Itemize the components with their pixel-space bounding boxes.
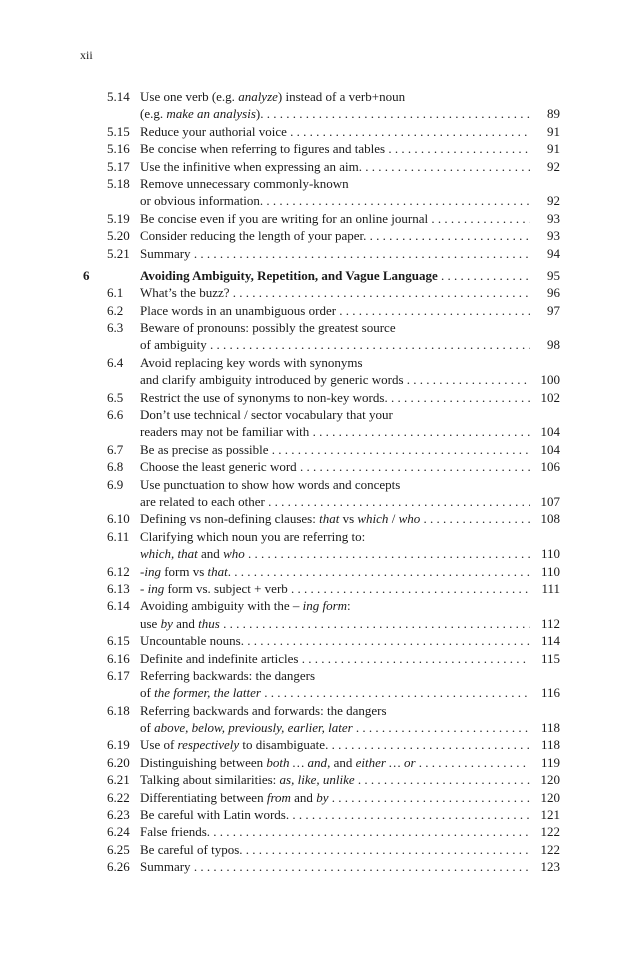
toc-section-entry: [0, 771, 638, 788]
page-number: 94: [547, 245, 560, 261]
toc-section-entry: [0, 458, 638, 475]
page-number: 92: [547, 193, 560, 209]
toc-line: [0, 684, 638, 701]
page-number: 96: [547, 285, 560, 301]
section-number: 6.9: [107, 476, 124, 492]
toc-section-entry: [0, 858, 638, 875]
toc-line: [0, 227, 638, 244]
toc-line: [0, 493, 638, 510]
toc-section-entry: [0, 319, 638, 354]
toc-section-entry: [0, 650, 638, 667]
toc-line: [0, 175, 638, 192]
section-title: or obvious information. . . .: [140, 192, 530, 209]
toc-line: [0, 192, 638, 209]
page-number: 115: [540, 650, 560, 666]
toc-section-entry: [0, 441, 638, 458]
toc-line: [0, 754, 638, 771]
chapter-title: Avoiding Ambiguity, Repetition, and Vague Language . . .: [140, 267, 530, 284]
section-title: -ing form vs that. . . .: [140, 563, 530, 580]
toc-line: [0, 88, 638, 105]
toc-section-entry: [0, 354, 638, 389]
section-number: 6.6: [107, 407, 124, 423]
section-title: Definite and indefinite articles . . .: [140, 650, 530, 667]
page-number: 112: [540, 615, 560, 631]
section-number: 5.15: [107, 123, 130, 139]
toc-line: [0, 336, 638, 353]
toc-line: [0, 210, 638, 227]
section-title: Place words in an unambiguous order . . .: [140, 302, 530, 319]
section-title: Use the infinitive when expressing an aim. . . .: [140, 158, 530, 175]
section-number: 6.4: [107, 354, 124, 370]
section-title: Be concise when referring to figures and tables . . .: [140, 140, 530, 157]
toc-line: [0, 719, 638, 736]
page-number: 107: [540, 493, 560, 509]
section-title: Differentiating between from and by . . .: [140, 789, 530, 806]
toc-section-entry: [0, 245, 638, 262]
section-number: 6.13: [107, 580, 130, 596]
section-title: Be careful with Latin words. . . .: [140, 806, 530, 823]
section-title: Be concise even if you are writing for an online journal . . .: [140, 210, 530, 227]
toc-line: [0, 371, 638, 388]
page-number: 92: [547, 158, 560, 174]
section-number: 5.16: [107, 141, 130, 157]
section-title: Use punctuation to show how words and concepts: [140, 476, 401, 492]
section-number: 6.21: [107, 772, 130, 788]
page-folio: xii: [80, 48, 93, 62]
section-number: 5.18: [107, 175, 130, 191]
toc-line: [0, 105, 638, 122]
section-number: 6.8: [107, 459, 124, 475]
section-title: What’s the buzz? . . .: [140, 284, 530, 301]
page-number: 118: [540, 737, 560, 753]
toc-section-entry: [0, 389, 638, 406]
section-title: Talking about similarities: as, like, unlike . . .: [140, 771, 530, 788]
page-number: 120: [540, 789, 560, 805]
toc-line: [0, 702, 638, 719]
page-number: 122: [540, 824, 560, 840]
page-number: 122: [540, 841, 560, 857]
section-title: of above, below, previously, earlier, later . . .: [140, 719, 530, 736]
toc-line: [0, 771, 638, 788]
toc-line: [0, 667, 638, 684]
page-number: 110: [540, 563, 560, 579]
section-number: 6.14: [107, 598, 130, 614]
section-title: Reduce your authorial voice . . .: [140, 123, 530, 140]
page-number: 93: [547, 210, 560, 226]
toc-line: [0, 615, 638, 632]
section-number: 6.12: [107, 563, 130, 579]
toc-section-entry: [0, 806, 638, 823]
section-title: Distinguishing between both … and, and either … or . . .: [140, 754, 530, 771]
section-title: Referring backwards: the dangers: [140, 667, 316, 683]
page-number: 123: [540, 859, 560, 875]
section-title: Be careful of typos. . . .: [140, 841, 530, 858]
section-title: Summary . . .: [140, 858, 530, 875]
page-number: 110: [540, 546, 560, 562]
section-number: 6.22: [107, 789, 130, 805]
section-title: of ambiguity . . .: [140, 336, 530, 353]
section-title: - ing form vs. subject + verb . . .: [140, 580, 530, 597]
toc-line: [0, 458, 638, 475]
section-title: which, that and who . . .: [140, 545, 530, 562]
section-number: 6.2: [107, 302, 124, 318]
toc-line: [0, 632, 638, 649]
toc-line: [0, 354, 638, 371]
section-number: 5.17: [107, 158, 130, 174]
toc-section-entry: [0, 88, 638, 123]
toc-line: [0, 545, 638, 562]
toc-section-entry: [0, 406, 638, 441]
section-title: Clarifying which noun you are referring to:: [140, 528, 366, 544]
toc-section-entry: [0, 476, 638, 511]
section-title: Avoiding ambiguity with the – ing form:: [140, 598, 351, 614]
section-title: and clarify ambiguity introduced by generic words . . .: [140, 371, 530, 388]
section-title: Avoid replacing key words with synonyms: [140, 354, 363, 370]
toc-line: [0, 806, 638, 823]
section-title: Referring backwards and forwards: the dangers: [140, 702, 387, 718]
page-number: 104: [540, 424, 560, 440]
toc-line: [0, 441, 638, 458]
page-number: 93: [547, 228, 560, 244]
section-title: Use of respectively to disambiguate. . . .: [140, 736, 530, 753]
section-number: 6.5: [107, 389, 124, 405]
page-number: 104: [540, 441, 560, 457]
section-number: 5.21: [107, 245, 130, 261]
section-number: 6.20: [107, 754, 130, 770]
toc-section-entry: [0, 158, 638, 175]
page-number: 108: [540, 511, 560, 527]
toc-section-entry: [0, 702, 638, 737]
toc-section-entry: [0, 632, 638, 649]
page-number: 95: [547, 267, 560, 283]
chapter-number: 6: [83, 267, 90, 283]
page-number: 121: [540, 807, 560, 823]
section-number: 6.1: [107, 285, 124, 301]
toc-line: [0, 389, 638, 406]
toc-section-entry: [0, 302, 638, 319]
section-title: Consider reducing the length of your paper. . . .: [140, 227, 530, 244]
toc-line: [0, 580, 638, 597]
page-number: 102: [540, 389, 560, 405]
section-title: Summary . . .: [140, 245, 530, 262]
section-title: Uncountable nouns. . . .: [140, 632, 530, 649]
page-number: 91: [547, 141, 560, 157]
toc-section-entry: [0, 841, 638, 858]
toc-line: [0, 597, 638, 614]
page-number: 106: [540, 459, 560, 475]
toc-line: [0, 302, 638, 319]
section-title: Restrict the use of synonyms to non-key words. . . .: [140, 389, 530, 406]
section-title: are related to each other . . .: [140, 493, 530, 510]
toc-section-entry: [0, 284, 638, 301]
toc-section-entry: [0, 227, 638, 244]
section-number: 5.20: [107, 228, 130, 244]
toc-section-entry: [0, 210, 638, 227]
toc-line: [0, 563, 638, 580]
toc-section-entry: [0, 667, 638, 702]
toc-line: [0, 476, 638, 493]
toc-line: [0, 267, 638, 284]
toc-section-entry: [0, 528, 638, 563]
toc-section-entry: [0, 754, 638, 771]
page-number: 118: [540, 720, 560, 736]
section-number: 6.3: [107, 320, 124, 336]
toc-section-entry: [0, 789, 638, 806]
section-number: 6.16: [107, 650, 130, 666]
section-title: Remove unnecessary commonly-known: [140, 175, 349, 191]
section-title: readers may not be familiar with . . .: [140, 423, 530, 440]
toc-line: [0, 284, 638, 301]
section-number: 6.17: [107, 667, 130, 683]
section-number: 6.7: [107, 441, 124, 457]
section-title: use by and thus . . .: [140, 615, 530, 632]
toc-section-entry: [0, 140, 638, 157]
section-number: 6.19: [107, 737, 130, 753]
toc-section-entry: [0, 597, 638, 632]
toc-line: [0, 423, 638, 440]
toc-section-entry: [0, 175, 638, 210]
page-number: 119: [540, 754, 560, 770]
page-number: 98: [547, 337, 560, 353]
section-title: (e.g. make an analysis). . . .: [140, 105, 530, 122]
page-number: 97: [547, 302, 560, 318]
toc-line: [0, 789, 638, 806]
toc-section-entry: [0, 736, 638, 753]
section-title: Defining vs non-defining clauses: that vs which / who . . .: [140, 510, 530, 527]
toc-chapter-entry: [0, 267, 638, 284]
section-number: 5.19: [107, 210, 130, 226]
section-number: 6.23: [107, 807, 130, 823]
toc-line: [0, 650, 638, 667]
section-title: Use one verb (e.g. analyze) instead of a verb+noun: [140, 89, 406, 104]
toc-line: [0, 140, 638, 157]
table-of-contents: [0, 88, 638, 876]
page-number: 114: [540, 633, 560, 649]
section-number: 6.11: [107, 528, 130, 544]
toc-section-entry: [0, 823, 638, 840]
page-number: 120: [540, 772, 560, 788]
section-title: False friends. . . .: [140, 823, 530, 840]
toc-section-entry: [0, 510, 638, 527]
toc-line: [0, 736, 638, 753]
toc-line: [0, 245, 638, 262]
toc-line: [0, 841, 638, 858]
toc-section-entry: [0, 563, 638, 580]
toc-section-entry: [0, 123, 638, 140]
page-number: 100: [540, 372, 560, 388]
section-number: 6.26: [107, 859, 130, 875]
page-number: 116: [540, 685, 560, 701]
section-number: 6.24: [107, 824, 130, 840]
toc-line: [0, 510, 638, 527]
toc-line: [0, 406, 638, 423]
toc-line: [0, 319, 638, 336]
toc-section-entry: [0, 580, 638, 597]
section-number: 6.25: [107, 841, 130, 857]
section-number: 6.15: [107, 633, 130, 649]
toc-line: [0, 123, 638, 140]
page-number: 91: [547, 123, 560, 139]
page-number: 111: [541, 580, 560, 596]
toc-line: [0, 858, 638, 875]
section-title: of the former, the latter . . .: [140, 684, 530, 701]
section-title: Choose the least generic word . . .: [140, 458, 530, 475]
section-title: Be as precise as possible . . .: [140, 441, 530, 458]
toc-line: [0, 528, 638, 545]
section-number: 6.10: [107, 511, 130, 527]
section-number: 6.18: [107, 702, 130, 718]
toc-line: [0, 158, 638, 175]
toc-line: [0, 823, 638, 840]
section-title: Beware of pronouns: possibly the greatest source: [140, 320, 396, 336]
section-title: Don’t use technical / sector vocabulary that your: [140, 407, 393, 423]
page-number: 89: [547, 106, 560, 122]
section-number: 5.14: [107, 89, 130, 104]
